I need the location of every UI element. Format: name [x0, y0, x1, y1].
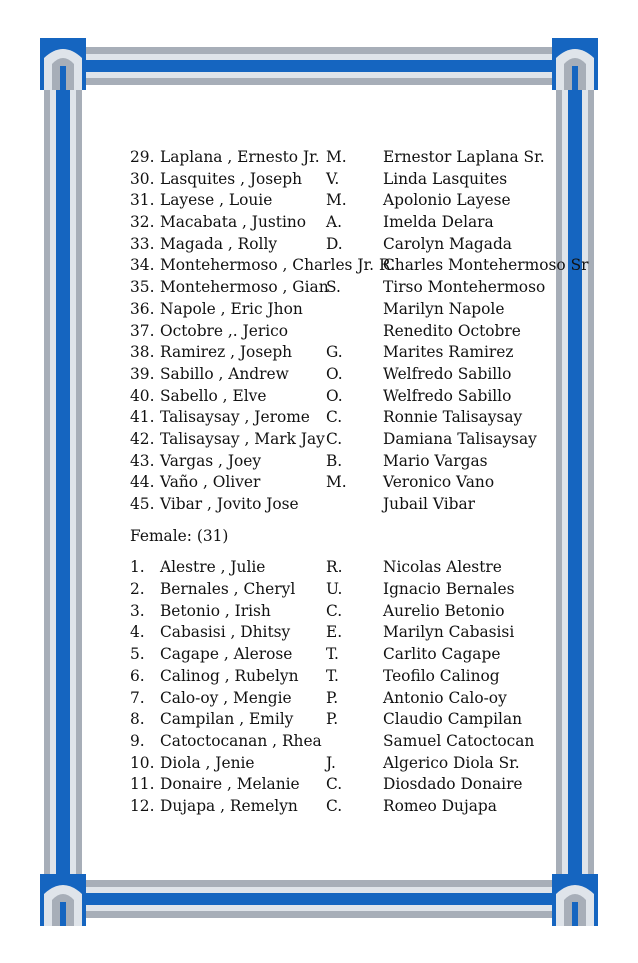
item-number: 44.: [130, 473, 155, 492]
parent-name: Charles Montehermoso Sr: [383, 256, 589, 275]
student-name: Layese , Louie: [160, 191, 273, 210]
corner-ornament-bottom-left: [40, 874, 86, 926]
parent-name: Samuel Catoctocan: [383, 731, 535, 750]
list-item: [130, 731, 575, 753]
parent-name: Romeo Dujapa: [383, 796, 497, 815]
item-number: 38.: [130, 343, 155, 362]
student-name: Dujapa , Remelyn: [160, 796, 298, 815]
item-number: 7.: [130, 688, 145, 707]
female-list: [130, 557, 575, 817]
item-number: 12.: [130, 796, 155, 815]
list-item: [130, 147, 575, 169]
list-item: [130, 169, 575, 191]
middle-initial: S.: [326, 278, 341, 297]
item-number: 11.: [130, 775, 155, 794]
list-item: [130, 407, 575, 429]
middle-initial: M.: [326, 148, 347, 166]
item-number: 1.: [130, 558, 145, 577]
list-item: [130, 774, 575, 796]
item-number: 40.: [130, 386, 155, 405]
item-number: 10.: [130, 753, 155, 772]
parent-name: Carlito Cagape: [383, 645, 501, 664]
list-item: [130, 796, 575, 818]
middle-initial: A.: [326, 213, 343, 232]
item-number: 33.: [130, 234, 155, 253]
student-name: Napole , Eric Jhon: [160, 299, 303, 318]
list-item: [130, 666, 575, 688]
middle-initial: M.: [326, 191, 347, 210]
student-name: Octobre ,. Jerico: [160, 321, 289, 340]
parent-name: Ernestor Laplana Sr.: [383, 148, 545, 166]
parent-name: Marites Ramirez: [383, 343, 514, 362]
middle-initial: B.: [326, 451, 343, 470]
item-number: 5.: [130, 645, 145, 664]
parent-name: Welfredo Sabillo: [383, 386, 512, 405]
middle-initial: J.: [326, 753, 336, 772]
item-number: 45.: [130, 495, 155, 513]
student-name: Alestre , Julie: [160, 558, 266, 577]
student-name: Bernales , Cheryl: [160, 580, 296, 599]
item-number: 9.: [130, 731, 145, 750]
parent-name: Aurelio Betonio: [383, 601, 505, 620]
list-item: [130, 494, 575, 516]
middle-initial: T.: [326, 666, 339, 685]
parent-name: Antonio Calo-oy: [383, 688, 507, 707]
list-item: [130, 688, 575, 710]
item-number: 3.: [130, 601, 145, 620]
class-list-content: [130, 147, 589, 818]
parent-name: Carolyn Magada: [383, 234, 512, 253]
item-number: 2.: [130, 580, 145, 599]
item-number: 29.: [130, 148, 155, 166]
student-name: Sabillo , Andrew: [160, 364, 289, 383]
list-item: [130, 753, 575, 775]
item-number: 35.: [130, 278, 155, 297]
middle-initial: P.: [326, 688, 339, 707]
parent-name: Ignacio Bernales: [383, 580, 515, 599]
list-item: [130, 212, 575, 234]
student-name: Sabello , Elve: [160, 386, 267, 405]
list-item: [130, 557, 575, 579]
middle-initial: U.: [326, 580, 343, 599]
corner-ornament-top-right: [552, 38, 598, 90]
middle-initial: M.: [326, 473, 347, 492]
middle-initial: O.: [326, 386, 343, 405]
parent-name: Teofilo Calinog: [383, 666, 500, 685]
item-number: 36.: [130, 299, 155, 318]
item-number: 31.: [130, 191, 155, 210]
list-item: [130, 429, 575, 451]
list-item: [130, 579, 575, 601]
middle-initial: P.: [326, 710, 339, 729]
student-name: Catoctocanan , Rhea: [160, 731, 322, 750]
list-item: [130, 472, 575, 494]
parent-name: Nicolas Alestre: [383, 558, 502, 577]
student-name: Cabasisi , Dhitsy: [160, 623, 291, 642]
student-name: Laplana , Ernesto Jr.: [160, 148, 320, 166]
student-name: Montehermoso , Charles Jr. R.: [160, 256, 396, 275]
student-name: Lasquites , Joseph: [160, 169, 303, 188]
middle-initial: C.: [326, 775, 343, 794]
list-item: [130, 709, 575, 731]
middle-initial: C.: [326, 408, 343, 427]
parent-name: Linda Lasquites: [383, 169, 508, 188]
parent-name: Renedito Octobre: [383, 321, 521, 340]
middle-initial: G.: [326, 343, 343, 362]
list-item: [130, 299, 575, 321]
parent-name: Mario Vargas: [383, 451, 488, 470]
student-name: Cagape , Alerose: [160, 645, 293, 664]
parent-name: Imelda Delara: [383, 213, 494, 232]
item-number: 30.: [130, 169, 155, 188]
item-number: 8.: [130, 710, 145, 729]
parent-name: Welfredo Sabillo: [383, 364, 512, 383]
list-item: [130, 342, 575, 364]
middle-initial: R.: [326, 558, 343, 577]
middle-initial: D.: [326, 234, 343, 253]
parent-name: Algerico Diola Sr.: [383, 753, 520, 772]
list-item: [130, 321, 575, 343]
list-item: [130, 386, 575, 408]
parent-name: Diosdado Donaire: [383, 775, 523, 794]
student-name: Calo-oy , Mengie: [160, 688, 292, 707]
middle-initial: E.: [326, 623, 343, 642]
middle-initial: C.: [326, 796, 343, 815]
list-item: [130, 277, 575, 299]
middle-initial: V.: [326, 169, 340, 188]
item-number: 39.: [130, 364, 155, 383]
student-name: Magada , Rolly: [160, 234, 278, 253]
female-section-heading: Female: (31): [130, 526, 229, 545]
parent-name: Marilyn Napole: [383, 299, 505, 318]
list-item: [130, 190, 575, 212]
student-name: Betonio , Irish: [160, 601, 271, 620]
corner-ornament-top-left: [40, 38, 86, 90]
parent-name: Tirso Montehermoso: [383, 278, 546, 297]
student-name: Calinog , Rubelyn: [160, 666, 299, 685]
item-number: 37.: [130, 321, 155, 340]
student-name: Vibar , Jovito Jose: [160, 495, 299, 513]
middle-initial: C.: [326, 601, 343, 620]
parent-name: Damiana Talisaysay: [383, 429, 537, 448]
parent-name: Jubail Vibar: [383, 495, 475, 513]
student-name: Talisaysay , Jerome: [160, 408, 310, 427]
list-item: [130, 234, 575, 256]
item-number: 4.: [130, 623, 145, 642]
list-item: [130, 644, 575, 666]
left-border-pillar: [44, 70, 82, 900]
list-item: [130, 255, 589, 277]
middle-initial: T.: [326, 645, 339, 664]
parent-name: Ronnie Talisaysay: [383, 408, 523, 427]
student-name: Diola , Jenie: [160, 753, 255, 772]
student-name: Montehermoso , Gian: [160, 278, 329, 297]
student-name: Talisaysay , Mark Jay: [160, 429, 325, 448]
item-number: 41.: [130, 408, 155, 427]
list-item: [130, 622, 575, 644]
bottom-border-bar: [70, 880, 570, 918]
parent-name: Claudio Campilan: [383, 710, 523, 729]
item-number: 43.: [130, 451, 155, 470]
student-name: Macabata , Justino: [160, 213, 307, 232]
student-name: Campilan , Emily: [160, 710, 294, 729]
parent-name: Veronico Vano: [383, 473, 495, 492]
middle-initial: O.: [326, 364, 343, 383]
item-number: 42.: [130, 429, 155, 448]
item-number: 6.: [130, 666, 145, 685]
list-item: [130, 451, 575, 473]
student-name: Donaire , Melanie: [160, 775, 300, 794]
male-list: [130, 147, 589, 516]
list-item: [130, 601, 575, 623]
top-border-bar: [70, 47, 570, 85]
student-name: Vargas , Joey: [160, 451, 262, 470]
corner-ornament-bottom-right: [552, 874, 598, 926]
student-name: Ramirez , Joseph: [160, 343, 293, 362]
student-name: Vaño , Oliver: [160, 473, 261, 492]
list-item: [130, 364, 575, 386]
parent-name: Marilyn Cabasisi: [383, 623, 515, 642]
item-number: 34.: [130, 256, 155, 275]
parent-name: Apolonio Layese: [383, 191, 511, 210]
middle-initial: C.: [326, 429, 343, 448]
item-number: 32.: [130, 213, 155, 232]
